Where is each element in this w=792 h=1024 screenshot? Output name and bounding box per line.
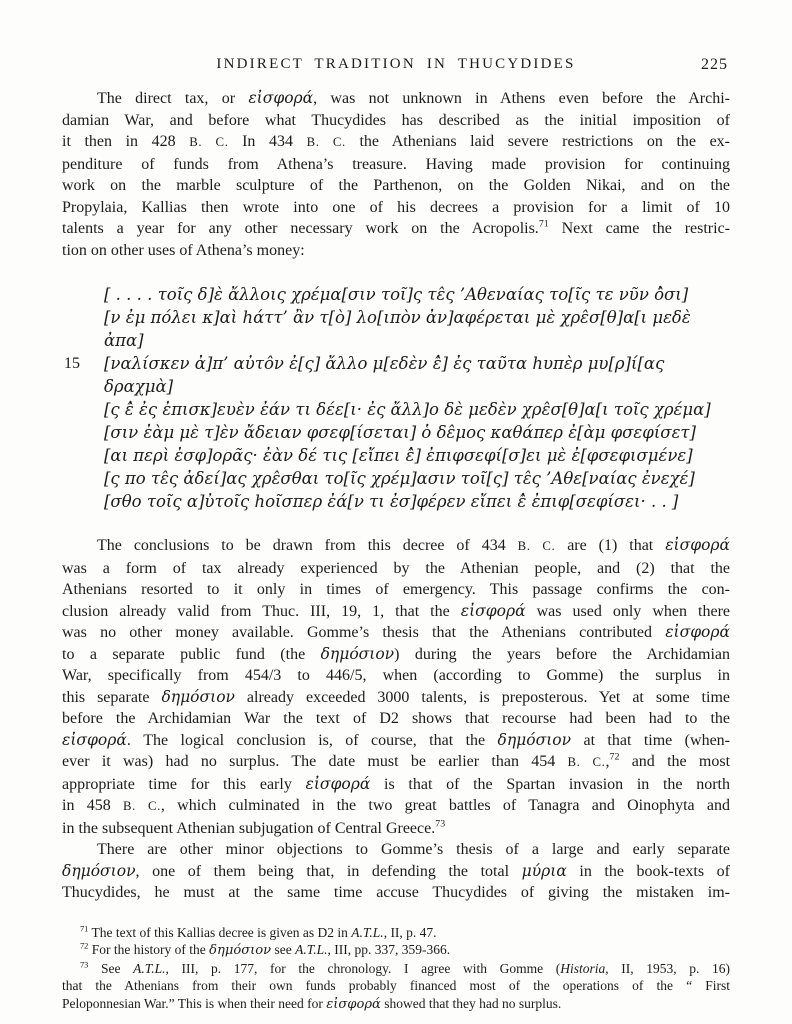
footnote-reference: 73 [435,818,446,830]
text-run: . The logical conclusion is, of course, that the [126,731,498,749]
cited-work-title: A.T.L. [351,924,384,940]
text-line [62,88,730,110]
text-run: The text of this Kallias decree is given as D2 in [88,924,352,940]
text-line [62,644,730,666]
text-run: [ναλίσκεν ἀ]π’ αὐτο̂ν ἐ[ς] ἄλλο μ[εδὲν ἐ̂] ἐς ταῦτα hυπὲρ μυ[ρ]ί[ας δραχμὰ] [104,354,665,396]
footnote-reference: 72 [609,751,620,763]
paragraph-objections [62,839,730,904]
greek-term: δημόσιον [497,730,572,749]
cited-work-title: Historia [560,960,606,976]
text-line [62,751,730,774]
text-run: , [605,753,610,770]
text-line [62,240,730,262]
text-run: , III, pp. 337, 359-366. [327,942,451,958]
text-line [62,579,730,601]
greek-term: δημόσιον [320,644,395,663]
greek-decree-quote [62,283,730,513]
text-line [62,622,730,644]
era-abbreviation: B. C. [189,135,229,149]
page-header [62,56,730,78]
text-line [62,774,730,796]
text-run: and the most [619,753,731,770]
text-run: in the subsequent Athenian subjugation of Central Greece. [62,819,436,837]
text-run: it then in 428 [62,133,190,150]
greek-term: εἰσφορά [248,89,314,107]
text-run: [αι περὶ ἐσφ]ορᾶς· ἐὰν δέ τις [εἴπει ἐ̂] ἐπιφσεφί[σ]ει μὲ ἐ[φσεφισμένε] [104,446,693,465]
greek-term: εἰσφορά [665,623,730,641]
text-run: [ν ἐμ πόλει κ]αὶ hάττ’ ἂν τ[ὸ] λο[ιπὸν ἀν]αφέρεται μὲ χρε̂σ[θ]α[ι μεδὲ ἀπα] [104,308,691,350]
text-line [62,558,730,580]
footnote-reference: 72 [80,941,89,951]
text-line [62,960,730,978]
text-run: before the Archidamian War the text of D2 shows that recourse had been had to the [62,710,730,727]
greek-term: εἰσφορά [305,774,371,793]
text-line [62,601,730,623]
text-run: For the history of the [88,942,210,958]
text-line [62,535,730,558]
text-line [104,283,730,306]
text-run: [ . . . . τοῖς δ]ὲ ἄλλοις χρέμα[σιν τοῖ]ς τε̂ς ’Αθεναίας το[ῖς τε νῦν ὀ̂σι] [104,285,689,304]
text-run: to a separate public fund (the [62,645,321,663]
text-run: [σθο τοῖς α]ὐτοῖς hοῖσπερ ἐά[ν τι ἐσ]φέρεν εἴπει ἐ̂ ἐπιφ[σεφίσει· . . ] [104,492,679,511]
text-run: was a form of tax already experienced by the Athenian people, and (2) that the [62,559,730,577]
text-line [62,861,730,883]
text-line [62,708,730,730]
text-run: Thucydides, he must at the same time accuse Thucydides of giving the mistaken im- [62,884,730,901]
text-run: , III, p. 177, for the chronology. I agree with Gomme ( [165,960,561,976]
text-run: In 434 [228,133,307,150]
text-run: ) during the years before the Archidamian [394,645,730,663]
text-run: in the book-texts of [566,862,730,880]
text-line [62,730,730,752]
text-line [62,941,730,960]
footnote-reference: 71 [80,924,89,933]
text-run: There are other minor objections to Gomme’s thesis of a large and early separate [97,841,730,858]
page-body [62,88,730,1013]
text-line [62,818,730,840]
greek-term: εἰσφορά [665,536,731,554]
text-line [104,352,730,398]
text-run: was used only when there [525,602,730,620]
text-run: talents a year for any other necessary work on the Acropolis. [62,220,539,237]
text-run: appropriate time for this early [62,775,306,793]
text-run: Athenians resorted to it only in times of emergency. This passage confirms the con- [62,581,730,598]
text-run: penditure of funds from Athena’s treasure. Having made provision for continuing [62,155,730,173]
paragraph-intro [62,88,730,261]
text-run: see [271,942,296,958]
greek-term: μύρια [521,861,567,880]
text-run: , II, 1953, p. 16) [605,960,730,976]
text-run: The direct tax, or [97,90,249,107]
text-run: Propylaia, Kallias then wrote into one of his decrees a provision for a limit of 10 [62,198,730,216]
text-run: damian War, and before what Thucydides has described as the initial imposition of [62,111,730,129]
page-number: 225 [701,56,728,73]
cited-work-title: A.T.L. [295,942,328,958]
text-run: at that time (when- [571,731,730,749]
text-run: in 458 [62,797,123,814]
text-run: are (1) that [555,537,666,554]
text-run: tion on other uses of Athena’s money: [62,241,305,259]
text-line [62,977,730,995]
text-run: , one of them being that, in defending the total [135,862,522,880]
text-line [104,398,730,421]
text-run: that the Athenians from their own funds probably financed most of the operations of the “ First [62,978,730,994]
text-run: ever it was) had no surplus. The date must be earlier than 454 [62,753,568,770]
text-line [62,795,730,818]
text-line [62,131,730,154]
footnote-reference: 73 [80,960,89,970]
text-run: The conclusions to be drawn from this decree of 434 [97,537,518,554]
cited-work-title: A.T.L. [133,960,166,976]
text-run: the Athenians laid severe restrictions on the ex- [345,133,731,150]
text-run: [ς πο τε̂ς ἀδεί]ας χρε̂σθαι το[ῖς χρέμ]ασιν τοῖ[ς] τε̂ς ’Αθε[ναίας ἐνεχέ] [104,469,695,488]
text-run: [ς ἐ̂ ἐς ἐπισκ]ευὲν ἐάν τι δέε[ι· ἐς ἄλλ]ο δὲ μεδὲν χρε̂σ[θ]α[ι τοῖς χρέμα] [104,400,711,419]
footnotes-block [62,924,730,1014]
era-abbreviation: B. C. [567,755,606,769]
text-line [62,665,730,687]
greek-decree-lines [104,283,730,513]
text-line [104,444,730,467]
quote-line-number: 15 [64,355,80,372]
text-run: clusion already valid from Thuc. III, 19, 1, that the [62,602,461,620]
greek-term: εἰσφορά [326,996,381,1012]
greek-term: δημόσιον [161,687,235,706]
era-abbreviation: B. C. [517,539,556,553]
text-run: [σιν ἐὰμ μὲ τ]ὲν ἄδειαν φσεφ[ίσεται] ὁ δε̂μος καθάπερ ἐ[ὰμ φσεφίσετ] [104,423,696,442]
footnote-reference: 71 [538,218,549,230]
era-abbreviation: B. C. [122,799,161,813]
greek-term: εἰσφορά [460,601,526,620]
text-run: , II, p. 47. [383,924,437,940]
paragraph-conclusions [62,535,730,839]
running-head-title: INDIRECT TRADITION IN THUCYDIDES [216,56,576,72]
text-run: War, specifically from 454/3 to 446/5, when (according to Gomme) the surplus in [62,667,730,684]
greek-term: δημόσιον [62,861,136,880]
text-run: showed that they had no surplus. [380,995,562,1011]
text-run: Next came the restric- [548,220,730,237]
text-run: Peloponnesian War.” This is when their need for [62,995,327,1011]
text-line [62,110,730,132]
era-abbreviation: B. C. [306,135,346,149]
text-line [104,467,730,490]
text-run: was no other money available. Gomme’s thesis that the Athenians contributed [62,624,666,641]
text-run: See [88,960,134,976]
text-run: this separate [62,688,162,706]
text-line [62,175,730,197]
greek-term: εἰσφορά [62,730,127,749]
text-line [62,995,730,1014]
greek-term: δημόσιον [209,943,272,959]
text-line [62,197,730,219]
text-line [104,490,730,513]
text-run: is that of the Spartan invasion in the north [370,775,730,793]
text-line [104,421,730,444]
text-line [62,218,730,240]
text-line [62,687,730,709]
text-line [62,924,730,942]
text-run: , which culminated in the two great battles of Tanagra and Oinophyta and [160,797,731,814]
text-run: , was not unknown in Athens even before the Archi- [313,90,730,107]
text-line [104,306,730,352]
text-run: already exceeded 3000 talents, is preposterous. Yet at some time [234,688,730,706]
text-run: work on the marble sculpture of the Parthenon, on the Golden Nikai, and on the [62,177,730,194]
text-line [62,839,730,861]
text-line [62,882,730,904]
text-line [62,154,730,176]
